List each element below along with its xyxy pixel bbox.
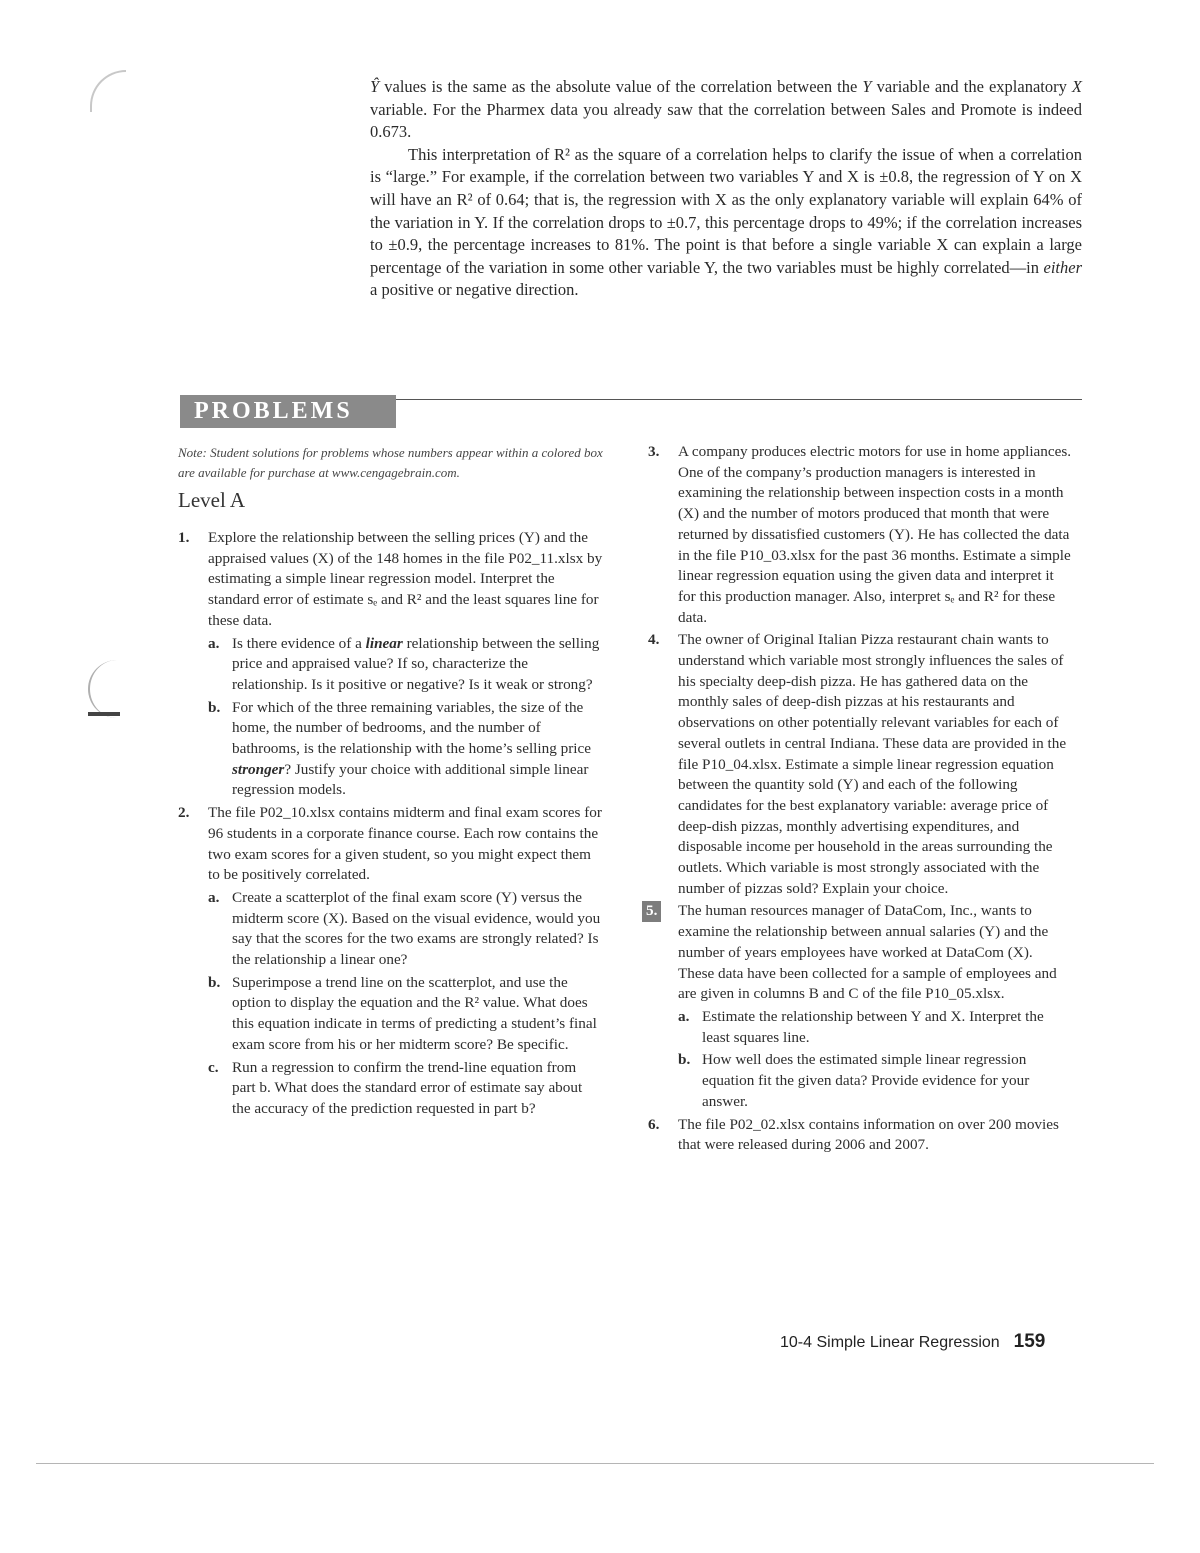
subproblem [208,973,603,1056]
problem-text: The file P02_10.xlsx contains midterm and final exam scores for 96 students in a corporate finance course. Each row contains the two exam scores for a given student, so you might expect them to be positively correlated. [208,804,602,884]
problem-number: 3. [648,443,660,460]
subproblem-text: How well does the estimated simple linear regression equation fit the given data? Provide evidence for your answer. [702,1051,1030,1110]
problem-6 [648,1115,1072,1156]
subproblem-text-cont: relationship between the selling price and appraised value? If so, characterize the relationship. Is it positive or negative? Is it weak or strong? [232,634,600,693]
subproblem-text: Estimate the relationship between Y and X. Interpret the least squares line. [702,1007,1044,1046]
subproblem-text: Run a regression to confirm the trend-line equation from part b. What does the standard error of estimate say about the accuracy of the prediction requested in part b? [232,1058,583,1117]
intro-text [370,76,1082,302]
problem-number-boxed: 5. [642,901,661,922]
emphasized-word: stronger [232,760,285,778]
intro-paragraph-2: This interpretation of R² as the square of a correlation helps to clarify the issue of when a correlation is “large.” For example, if the correlation between two variables Y and X is ±0.8, the regression of Y on X will have an R² of 0.64; that is, the regression with X as the only explanatory variable will explain 64% of the variation in Y. If the correlation drops to ±0.7, this percentage drops to 49%; if the correlation increases to ±0.9, the percentage increases to 81%. The point is that before a single variable X can explain a large percentage of the variation in some other variable Y, the two variables must be highly correlated—in either a positive or negative direction. [370,144,1082,300]
subproblem [678,1050,1072,1112]
problem-number: 4. [648,631,660,649]
subproblem-text: For which of the three remaining variables, the size of the home, the number of bedrooms, and the number of bathrooms, is the relationship with the home’s selling price [232,698,591,758]
subproblem [678,1007,1072,1048]
problem-text: A company produces electric motors for use in home appliances. One of the company’s production managers is interested in examining the relationship between inspection costs in a month (X) and the number of motors produced that month that were returned by dissatisfied customers (Y). He has collected the data in the file P10_03.xlsx for the past 36 months. Estimate a simple linear regression equation using the given data and interpret it for this production manager. Also, interpret sₑ and R² for these data. [678,443,1072,626]
scan-mark-binder-hole [88,660,126,718]
subproblem [208,634,603,696]
subproblem-text-cont: ? Justify your choice with additional simple linear regression models. [232,760,589,799]
bottom-rule [36,1463,1154,1464]
problem-2 [178,803,603,886]
problem-text: Explore the relationship between the selling prices (Y) and the appraised values (X) of the 148 homes in the file P02_11.xlsx by estimating a simple linear regression model. Interpret the standard error of estimate sₑ and R² and the least squares line for these data. [208,529,603,629]
problem-text: The human resources manager of DataCom, Inc., wants to examine the relationship between annual salaries (Y) and the number of years employees have worked at DataCom (X). These data have been collected for a sample of employees and are given in columns B and C of the file P10_05.xlsx. [678,902,1057,1003]
subproblem-text: Superimpose a trend line on the scatterplot, and use the option to display the equation and the R² value. What does this equation indicate in terms of predicting a student’s final exam score from his or her midterm score? Be specific. [232,973,597,1053]
level-heading: Level A [178,488,246,512]
scan-mark-dash [88,712,120,716]
subproblem [208,698,603,802]
problems-banner: PROBLEMS [180,395,396,428]
y-hat: Ŷ [370,77,380,96]
problems-left-column [178,528,603,1122]
subproblem-label: c. [208,1058,219,1076]
problem-4 [648,630,1072,899]
subproblem-label: a. [208,634,220,652]
problem-text: The owner of Original Italian Pizza restaurant chain wants to understand which variable most strongly influences the sales of his specialty deep-dish pizza. He has gathered data on the monthly sales of deep-dish pizzas at his restaurants and observations on other potentially relevant variables for each of several outlets in central Indiana. These data are provided in the file P10_04.xlsx. Estimate a simple linear regression equation between the quantity sold (Y) and each of the following candidates for the best explanatory variable: average price of deep-dish pizzas, monthly advertising expenditures, and disposable income per household in the areas surrounding the outlets. Which variable is most strongly associated with the number of pizzas sold? Explain your choice. [678,631,1067,897]
subproblem-text: Is there evidence of a [232,634,366,652]
problem-1 [178,528,603,632]
problem-3 [648,442,1072,628]
subproblem-label: a. [678,1007,690,1025]
page-footer [780,1331,1045,1353]
subproblem-label: b. [678,1051,691,1069]
problem-number: 2. [178,804,190,822]
problem-number: 1. [178,529,190,546]
student-solutions-note: Note: Student solutions for problems whose numbers appear within a colored box are available for purchase at www.cengagebrain.com. [178,445,603,480]
problem-5 [648,901,1072,1005]
page-number: 159 [1013,1331,1046,1352]
subproblem [208,1058,603,1120]
subproblem-label: b. [208,698,221,716]
section-divider [396,399,1082,400]
emphasized-word: linear [365,634,403,652]
problems-right-column [648,442,1072,1158]
problem-text: The file P02_02.xlsx contains information on over 200 movies that were released during 2006 and 2007. [678,1115,1059,1154]
intro-paragraph-1: Ŷ values is the same as the absolute value of the correlation between the Y variable and the explanatory X variable. For the Pharmex data you already saw that the correlation between Sales and Promote is indeed 0.673. [370,77,1082,142]
subproblem [208,888,603,971]
subproblem-label: a. [208,888,220,906]
subproblem-text: Create a scatterplot of the final exam score (Y) versus the midterm score (X). Based on the visual evidence, would you say that the scores for the two exams are strongly related? Is the relationship a linear one? [232,888,601,969]
problem-number: 6. [648,1115,660,1133]
section-title: 10-4 Simple Linear Regression [780,1334,1000,1351]
subproblem-label: b. [208,973,221,991]
scan-mark-top [90,70,126,112]
